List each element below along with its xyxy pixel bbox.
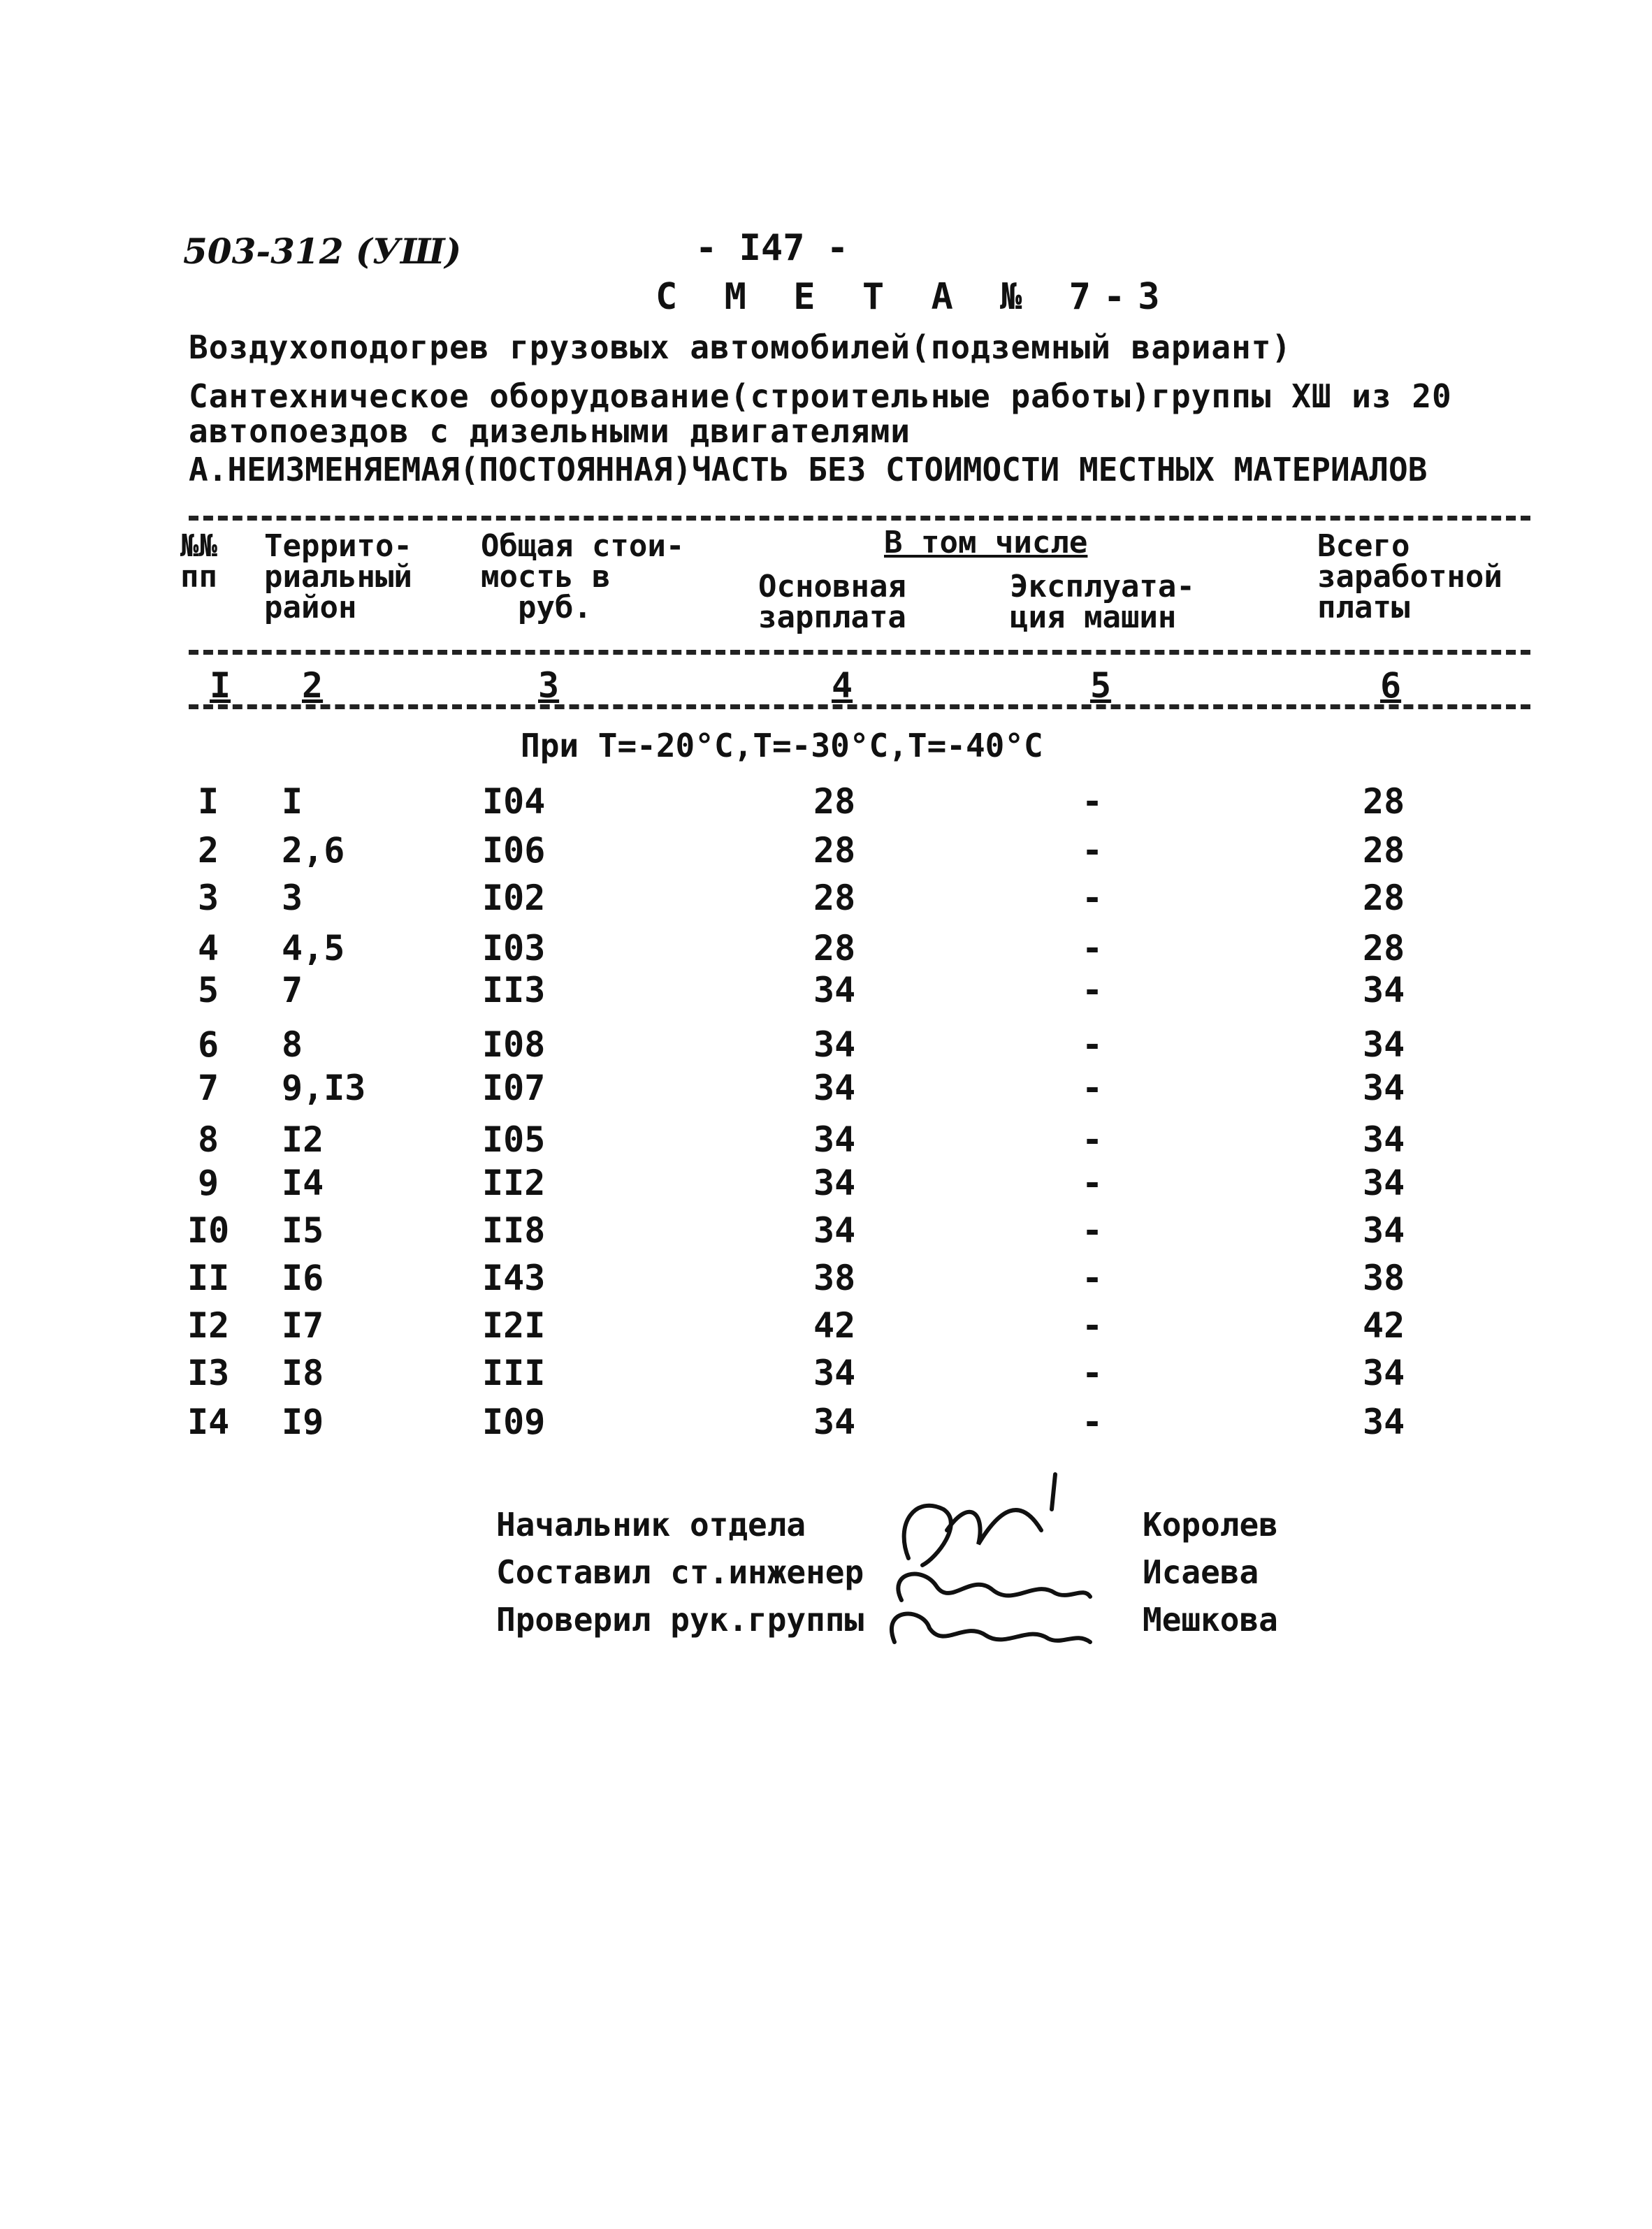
cell-total: I06 [482,830,546,871]
cell-region: I5 [282,1210,324,1251]
cell-salary: 34 [813,1402,856,1442]
cell-total: I2I [482,1305,546,1346]
cell-salary: 38 [813,1258,856,1298]
role-checked-by: Проверил рук.группы [496,1601,864,1639]
signature-roles [496,1501,864,1643]
cell-total: III [482,1353,546,1393]
table-top-rule [189,516,1530,521]
cell-num: I [197,781,219,822]
cell-salary: 34 [813,1024,856,1065]
table-row [0,1163,1652,1205]
cell-total: II8 [482,1210,546,1251]
cell-machines: - [1082,781,1103,822]
header-total-cost: Общая стои- мость в руб. [481,528,685,625]
cell-num: 5 [197,970,219,1010]
role-compiled-by: Составил ст.инженер [496,1553,864,1591]
cell-machines: - [1082,970,1103,1010]
cell-total: II3 [482,970,546,1010]
header-num: №№ пп [180,528,217,595]
table-row [0,830,1652,872]
cell-salary: 34 [813,1068,856,1108]
cell-machines: - [1082,1258,1103,1298]
column-number-4: 4 [832,665,853,706]
cell-wages: 28 [1363,830,1405,871]
cell-num: 9 [197,1163,219,1203]
column-number-rule [189,704,1530,709]
cell-total: I43 [482,1258,546,1298]
subtitle-line-2: Сантехническое оборудование(строительные работы)группы ХШ из 20 [189,377,1452,415]
cell-total: I07 [482,1068,546,1108]
table-row [0,1119,1652,1161]
name-korolev: Королев [1143,1506,1278,1544]
cell-region: 8 [282,1024,303,1065]
handwritten-signatures [881,1467,1118,1656]
table-row [0,928,1652,970]
table-row [0,1210,1652,1252]
cell-wages: 34 [1363,1353,1405,1393]
cell-total: I09 [482,1402,546,1442]
column-number-5: 5 [1090,665,1112,706]
table-row [0,970,1652,1012]
cell-salary: 42 [813,1305,856,1346]
cell-num: I3 [187,1353,230,1393]
cell-region: 4,5 [282,928,345,968]
cell-num: I2 [187,1305,230,1346]
cell-region: I8 [282,1353,324,1393]
cell-machines: - [1082,1024,1103,1065]
cell-region: 2,6 [282,830,345,871]
cell-wages: 34 [1363,1210,1405,1251]
cell-machines: - [1082,878,1103,918]
header-group-including: В том числе [884,525,1088,560]
cell-salary: 34 [813,1210,856,1251]
cell-wages: 34 [1363,1068,1405,1108]
cell-total: I02 [482,878,546,918]
cell-region: 7 [282,970,303,1010]
cell-machines: - [1082,1353,1103,1393]
header-bottom-rule [189,650,1530,655]
cell-machines: - [1082,1068,1103,1108]
cell-wages: 34 [1363,1024,1405,1065]
cell-num: 8 [197,1119,219,1160]
cell-machines: - [1082,1402,1103,1442]
cell-total: I04 [482,781,546,822]
table-row [0,1402,1652,1444]
column-number-2: 2 [302,665,324,706]
cell-region: I2 [282,1119,324,1160]
name-meshkova: Мешкова [1143,1601,1278,1639]
document-code: 503-312 (УШ) [183,231,462,272]
cell-num: 6 [197,1024,219,1065]
cell-wages: 28 [1363,928,1405,968]
column-number-3: 3 [538,665,560,706]
table-row [0,1305,1652,1347]
cell-num: I4 [187,1402,230,1442]
cell-region: 3 [282,878,303,918]
column-number-6: 6 [1380,665,1402,706]
cell-region: I7 [282,1305,324,1346]
cell-salary: 28 [813,878,856,918]
cell-wages: 34 [1363,1119,1405,1160]
cell-wages: 28 [1363,878,1405,918]
cell-wages: 34 [1363,970,1405,1010]
cell-machines: - [1082,928,1103,968]
cell-wages: 34 [1363,1163,1405,1203]
cell-salary: 34 [813,1163,856,1203]
cell-num: I0 [187,1210,230,1251]
cell-machines: - [1082,830,1103,871]
cell-machines: - [1082,1305,1103,1346]
subtitle-line-4: А.НЕИЗМЕНЯЕМАЯ(ПОСТОЯННАЯ)ЧАСТЬ БЕЗ СТОИМОСТИ МЕСТНЫХ МАТЕРИАЛОВ [189,451,1428,488]
cell-num: 2 [197,830,219,871]
cell-machines: - [1082,1210,1103,1251]
cell-total: II2 [482,1163,546,1203]
cell-region: I9 [282,1402,324,1442]
document-title: С М Е Т А № 7-3 [655,276,1173,318]
role-head-of-department: Начальник отдела [496,1506,806,1544]
cell-region: I4 [282,1163,324,1203]
cell-salary: 28 [813,781,856,822]
table-row [0,1024,1652,1066]
temperature-condition: При Т=-20°С,Т=-30°С,Т=-40°С [521,727,1043,764]
cell-total: I05 [482,1119,546,1160]
cell-region: 9,I3 [282,1068,366,1108]
signature-names [1143,1501,1278,1643]
header-total-wages: Всего заработной платы [1317,528,1502,625]
cell-salary: 28 [813,928,856,968]
cell-wages: 38 [1363,1258,1405,1298]
cell-wages: 34 [1363,1402,1405,1442]
name-isaeva: Исаева [1143,1553,1259,1591]
header-machine-operation: Эксплуата- ция машин [1010,569,1195,635]
cell-num: II [187,1258,230,1298]
table-row [0,1353,1652,1395]
subtitle-line-3: автопоездов с дизельными двигателями [189,412,911,450]
cell-num: 7 [197,1068,219,1108]
cell-region: I [282,781,303,822]
cell-salary: 34 [813,1353,856,1393]
cell-wages: 42 [1363,1305,1405,1346]
table-row [0,1258,1652,1300]
cell-region: I6 [282,1258,324,1298]
table-row [0,878,1652,920]
cell-total: I08 [482,1024,546,1065]
cell-machines: - [1082,1119,1103,1160]
cell-salary: 34 [813,1119,856,1160]
table-row [0,781,1652,823]
subtitle-line-1: Воздухоподогрев грузовых автомобилей(подземный вариант) [189,328,1292,366]
header-region: Террито- риальный район [264,528,412,625]
cell-machines: - [1082,1163,1103,1203]
page-number: - I47 - [695,227,849,269]
column-number-1: I [210,665,231,706]
cell-total: I03 [482,928,546,968]
cell-num: 4 [197,928,219,968]
table-row [0,1068,1652,1110]
header-base-salary: Основная зарплата [758,569,906,635]
cell-salary: 28 [813,830,856,871]
cell-salary: 34 [813,970,856,1010]
cell-num: 3 [197,878,219,918]
cell-wages: 28 [1363,781,1405,822]
